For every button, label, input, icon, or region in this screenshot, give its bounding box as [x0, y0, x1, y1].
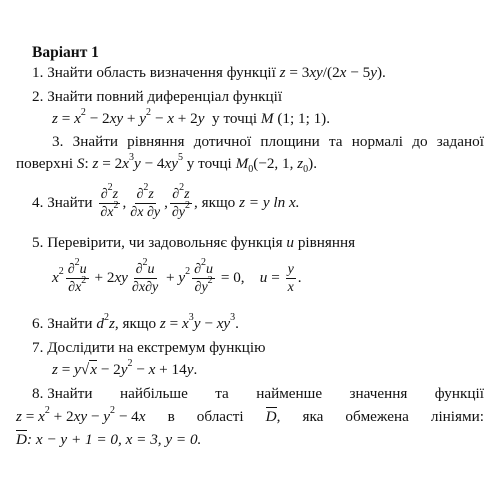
- p6-if: , якщо: [114, 315, 157, 332]
- p8-word: обмежена: [345, 408, 409, 425]
- p3-word: та: [328, 133, 343, 150]
- problem-8-line1: [32, 385, 484, 403]
- problem-6: 6. Знайти $d^2z$, якщо $z = x^3y - xy^3$.: [32, 311, 239, 332]
- p3-word: 3.: [52, 133, 64, 150]
- p8-lines: : x − y + 1 = 0, x = 3, y = 0.: [26, 431, 202, 448]
- p2-point-coords: (1; 1; 1).: [273, 110, 331, 127]
- p8-word: найменше: [256, 385, 323, 402]
- p3-prefix: поверхні: [16, 155, 74, 172]
- p8-word: та: [215, 385, 229, 402]
- p2-point-text: у точці: [212, 110, 258, 127]
- p1-var-y: y: [370, 64, 377, 81]
- problem-5-equation: $x^2$ $\frac{\partial^2u}{\partial x^2}$ + 2xy $\frac{\partial^2u}{\partial x\partial y}$ + $y^2$ $\frac{\partial^2u}{\partial y^2}$ = 0, u = $\frac{y}{x}$ .: [52, 257, 302, 296]
- problem-2: [32, 88, 282, 106]
- p3-point-name: M: [235, 155, 249, 172]
- p1-var-xy: xy: [309, 64, 323, 81]
- p3-word: нормалі: [351, 133, 404, 150]
- problem-3-line2: поверхні S: $z = 2x^3y - 4xy^5$ у точці $M_0(-2$, 1, $z_0$).: [16, 151, 317, 176]
- p5-text-end: рівняння: [297, 234, 356, 251]
- problem-4: 4. Знайти $\frac{\partial^2z}{\partial x^2}$ , $\frac{\partial^2z}{\partial x \partial y}$ , $\frac{\partial^2z}{\partial y^2}$ , якщо z = y ln x.: [32, 182, 300, 221]
- p1-open: /(2: [322, 64, 340, 81]
- p3-point-coords: (−2, 1,: [253, 155, 298, 172]
- p4-frac-xx: $\frac{\partial^2z}{\partial x^2}$: [100, 182, 119, 221]
- problem-7-formula: $z = y√x - 2y^2 - x + 14y$.: [52, 357, 198, 378]
- variant-title: Варіант 1: [32, 44, 99, 61]
- p4-text: 4. Знайти: [32, 194, 93, 211]
- problem-8-line2: [16, 404, 484, 426]
- p2-point-name: M: [260, 110, 274, 127]
- p3-word: площини: [260, 133, 320, 150]
- problem-5: [32, 234, 355, 252]
- p4-func: z = y ln x.: [239, 194, 300, 211]
- p8-func: $z = x^2 + 2xy - y^2 - 4x$: [16, 404, 146, 425]
- problem-3-line1: [52, 133, 484, 151]
- p1-minus: − 5: [346, 64, 371, 81]
- p5-text: 5. Перевірити, чи задовольняє функція: [32, 234, 283, 251]
- p3-word: заданої: [436, 133, 484, 150]
- p8-word: області: [196, 408, 244, 425]
- p3-word: рівняння: [127, 133, 185, 150]
- p6-text: 6. Знайти: [32, 315, 93, 332]
- p4-frac-xy: $\frac{\partial^2z}{\partial x \partial y}$: [130, 182, 161, 221]
- problem-7: [32, 339, 265, 357]
- p8-word: в: [167, 408, 175, 425]
- p3-surface-name: S: [76, 155, 85, 172]
- p3-word: Знайти: [72, 133, 118, 150]
- problem-1-text: 1. Знайти область визначення функції: [32, 64, 276, 81]
- p1-eq: = 3: [285, 64, 310, 81]
- p3-word: дотичної: [193, 133, 252, 150]
- p8-word: яка: [302, 408, 324, 425]
- p4-if: , якщо: [194, 194, 236, 211]
- p8-word: значення: [349, 385, 408, 402]
- p8-word: 8. Знайти: [32, 385, 93, 402]
- p1-close: ).: [376, 64, 386, 81]
- problem-1: [32, 64, 386, 82]
- p8-region: D,: [265, 408, 281, 425]
- p1-var-x: x: [339, 64, 347, 81]
- p5-var: u: [286, 234, 295, 251]
- problem-8-line3: D: x − y + 1 = 0, x = 3, y = 0.: [16, 431, 202, 448]
- p1-var-z: z: [279, 64, 286, 81]
- p8-word: лініями:: [430, 408, 484, 425]
- p7-text: 7. Дослідити на екстремум функцію: [32, 339, 266, 356]
- problem-2-text: 2. Знайти повний диференціал функції: [32, 88, 283, 105]
- p3-point-text: у точці: [186, 155, 232, 172]
- p8-word: функції: [434, 385, 484, 402]
- problem-2-formula: $z = x^2 - 2xy + y^2 - x + 2y$ у точці M (1; 1; 1).: [52, 106, 331, 127]
- p4-frac-yy: $\frac{\partial^2z}{\partial y^2}$: [171, 182, 191, 221]
- p8-word: найбільше: [119, 385, 188, 402]
- p3-word: до: [412, 133, 428, 150]
